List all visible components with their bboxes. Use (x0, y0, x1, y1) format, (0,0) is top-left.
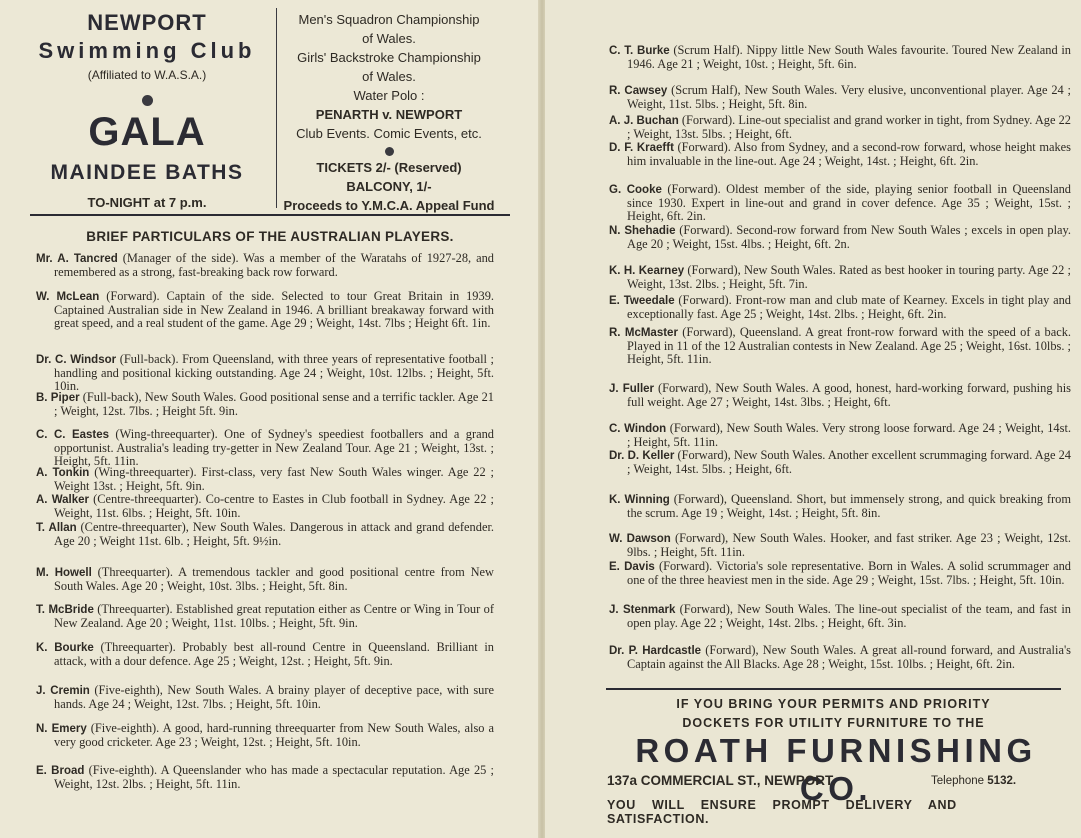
player-description: (Forward), New South Wales. Very strong loose forward. Age 24 ; Weight, 14st. ; Height, 5ft. 11in. (627, 421, 1071, 450)
programme-line7: Club Events. Comic Events, etc. (296, 126, 482, 141)
advert-line2: DOCKETS FOR UTILITY FURNITURE TO THE (682, 716, 985, 730)
programme (282, 10, 496, 215)
section-title: BRIEF PARTICULARS OF THE AUSTRALIAN PLAYERS. (86, 229, 454, 244)
header-divider (276, 8, 277, 208)
player-name: B. Piper (36, 392, 80, 404)
player-name: T. Allan (36, 522, 77, 534)
programme-line4: of Wales. (362, 69, 416, 84)
programme-line2: of Wales. (362, 31, 416, 46)
player-name: J. Cremin (36, 685, 90, 697)
player-entry (609, 422, 1071, 449)
event-time: TO-NIGHT at 7 p.m. (87, 195, 207, 210)
player-entry (36, 493, 494, 520)
player-description: (Five-eighth). A Queenslander who has made a spectacular reputation. Age 25 ; Weight, 12st. 2lbs. ; Height, 5ft. 11in. (54, 763, 494, 792)
advert-address: 137a COMMERCIAL ST., NEWPORT. (607, 773, 836, 788)
player-name: W. McLean (36, 291, 100, 303)
advert-slogan: YOU WILL ENSURE PROMPT DELIVERY AND SATISFACTION. (607, 798, 957, 826)
player-description: (Scrum Half). Nippy little New South Wales favourite. Toured New Zealand in 1946. Age 21 ; Weight, 10st. ; Height, 5ft. 6in. (627, 43, 1071, 72)
club-name-line1: NEWPORT (87, 10, 207, 35)
club-name-line2: Swimming Club (38, 38, 256, 63)
player-name: A. Walker (36, 494, 89, 506)
proceeds-note: Proceeds to Y.M.C.A. Appeal Fund (283, 198, 495, 213)
player-entry (609, 44, 1071, 71)
player-description: (Forward). Oldest member of the side, playing senior football in Queensland since 1930. Expert in line-out and grand in cover defence. Age 35 ; Weight, 15st. ; Height, 6ft. 2in. (627, 182, 1071, 224)
player-entry (609, 141, 1071, 168)
advert-company: ROATH FURNISHING CO. (635, 732, 1037, 807)
player-name: C. T. Burke (609, 45, 670, 57)
player-name: M. Howell (36, 567, 92, 579)
player-description: (Five-eighth), New South Wales. A brainy player of deceptive pace, with sure hands. Age 24 ; Weight, 12st. 7lbs. ; Height, 5ft. 10in. (54, 683, 494, 712)
player-name: Dr. P. Hardcastle (609, 645, 702, 657)
player-description: (Forward), New South Wales. Hooker, and fast striker. Age 23 ; Weight, 12st. 9lbs. ; Height, 5ft. 11in. (627, 531, 1071, 560)
player-description: (Scrum Half), New South Wales. Very elusive, unconventional player. Age 24 ; Weight, 11st. 5lbs. ; Height, 5ft. 8in. (627, 83, 1071, 112)
player-entry (609, 449, 1071, 476)
player-name: Dr. C. Windsor (36, 354, 117, 366)
advert-phone-label: Telephone (931, 775, 985, 787)
player-name: K. Winning (609, 494, 670, 506)
player-description: (Forward). Line-out specialist and grand worker in tight, from Sydney. Age 22 ; Weight, 13st. 5lbs. ; Height, 6ft. (627, 113, 1071, 142)
player-name: W. Dawson (609, 533, 671, 545)
player-description: (Forward), New South Wales. Another excellent scrummaging forward. Age 24 ; Weight, 14st. 5lbs. ; Height, 6ft. (627, 448, 1071, 477)
player-description: (Forward), New South Wales. Rated as best hooker in touring party. Age 22 ; Weight, 13st. 2lbs. ; Height, 5ft. 7in. (627, 263, 1072, 292)
player-name: K. H. Kearney (609, 265, 685, 277)
player-description: (Forward), New South Wales. A good, honest, hard-working forward, pushing his full weight. Age 27 ; Weight, 14st. 3lbs. ; Height, 6ft. (627, 381, 1071, 410)
player-entry (36, 566, 494, 593)
right-page (545, 0, 1081, 838)
player-entry (36, 428, 494, 469)
player-name: E. Davis (609, 561, 655, 573)
player-description: (Forward), Queensland. Short, but immensely strong, and quick breaking from the scrum. Age 19 ; Weight, 14st. ; Height, 5ft. 8in. (627, 492, 1071, 521)
player-description: (Manager of the side). Was a member of the Waratahs of 1927-28, and remembered as a strong, fast-breaking back row forward. (54, 251, 494, 280)
programme-line1: Men's Squadron Championship (298, 12, 480, 27)
player-entry (36, 391, 494, 418)
player-entry (609, 532, 1071, 559)
player-entry (609, 382, 1071, 409)
player-description: (Wing-threequarter). One of Sydney's speediest footballers and a grand opportunist. Australia's leading try-getter in New Zealand Tour. Age 21 ; Weight, 13st. ; Height, 5ft. 11in. (54, 427, 494, 469)
player-description: (Threequarter). Probably best all-round Centre in Queensland. Brilliant in attack, with a dour defence. Age 25 ; Weight, 12st. ; Height, 5ft. 9in. (54, 640, 494, 669)
player-description: (Full-back). From Queensland, with three years of representative football ; handling and positional kicking outstanding. Age 24 ; Weight, 10st. 12lbs. ; Height, 5ft. 10in. (54, 352, 494, 394)
player-description: (Forward), New South Wales. A great all-round forward, and Australia's Captain against the All Blacks. Age 28 ; Weight, 15st. 10lbs. ; Height, 6ft. 2in. (627, 643, 1071, 672)
player-entry (609, 264, 1071, 291)
player-entry (609, 224, 1071, 251)
club-block (28, 10, 266, 210)
player-description: (Full-back), New South Wales. Good positional sense and a terrific tackler. Age 21 ; Weight, 12st. 7lbs. ; Height 5ft. 9in. (54, 390, 494, 419)
player-name: A. J. Buchan (609, 115, 679, 127)
advert-phone (931, 775, 1016, 787)
player-entry (609, 560, 1071, 587)
player-entry (609, 183, 1071, 224)
player-name: C. C. Eastes (36, 429, 110, 441)
player-description: (Threequarter). A tremendous tackler and good positional centre from New South Wales. Age 20 ; Weight, 10st. 3lbs. ; Height, 5ft. 8in. (54, 565, 495, 594)
player-description: (Forward). Captain of the side. Selected to tour Great Britain in 1939. Captained Australian side in New Zealand in 1946. A brilliant breakaway forward with great speed, and a real student of the game. Age 29 ; Weight, 14st. 7lbs ; Height 6ft. 1in. (54, 289, 494, 331)
player-name: C. Windon (609, 423, 667, 435)
player-name: E. Tweedale (609, 295, 675, 307)
player-entry (36, 684, 494, 711)
player-entry (36, 521, 494, 548)
player-description: (Five-eighth). A good, hard-running threequarter from New South Wales, also a very good cricketer. Age 23 ; Weight, 12st. ; Height, 5ft. 10in. (54, 721, 494, 750)
player-name: T. McBride (36, 604, 94, 616)
balcony-price: BALCONY, 1/- (346, 179, 432, 194)
player-entry (609, 114, 1071, 141)
player-description: (Threequarter). Established great reputation either as Centre or Wing in Tour of New Zealand. Age 20 ; Weight, 11st. 10lbs. ; Height, 5ft. 9in. (54, 602, 494, 631)
bullet-dot-icon (142, 95, 153, 106)
player-description: (Centre-threequarter). Co-centre to Eastes in Club football in Sydney. Age 22 ; Weight, 11st. 6lbs. ; Height, 5ft. 10in. (54, 492, 494, 521)
player-entry (36, 466, 494, 493)
player-description: (Forward). Victoria's sole representative. Born in Wales. A solid scrummager and one of the three heaviest men in the side. Age 29 ; Weight, 15st. 7lbs. ; Height, 5ft. 10in. (627, 559, 1071, 588)
programme-line6: PENARTH v. NEWPORT (315, 107, 463, 122)
player-name: N. Emery (36, 723, 87, 735)
bullet-dot-icon (385, 147, 394, 156)
programme-line5: Water Polo : (353, 88, 425, 103)
player-name: Mr. A. Tancred (36, 253, 118, 265)
tickets-price: TICKETS 2/- (Reserved) (316, 160, 462, 175)
player-description: (Forward), New South Wales. The line-out specialist of the team, and fast in open play. Age 22 ; Weight, 14st. 2lbs. ; Height, 6ft. 3in. (627, 602, 1072, 631)
player-name: A. Tonkin (36, 467, 90, 479)
player-description: (Wing-threequarter). First-class, very fast New South Wales winger. Age 22 ; Weight 13st. ; Height, 5ft. 9in. (54, 465, 495, 494)
player-name: D. F. Kraefft (609, 142, 674, 154)
player-entry (609, 493, 1071, 520)
player-name: E. Broad (36, 765, 85, 777)
player-name: K. Bourke (36, 642, 94, 654)
advert-line1: IF YOU BRING YOUR PERMITS AND PRIORITY (676, 697, 991, 711)
player-name: J. Fuller (609, 383, 655, 395)
programme-line3: Girls' Backstroke Championship (297, 50, 481, 65)
player-entry (36, 290, 494, 331)
player-entry (609, 326, 1071, 367)
player-entry (36, 353, 494, 394)
player-entry (36, 603, 494, 630)
player-entry (36, 641, 494, 668)
player-description: (Forward). Second-row forward from New South Wales ; excels in open play. Age 20 ; Weight, 15st. 4lbs. ; Height, 6ft. 2n. (627, 223, 1072, 252)
player-description: (Forward). Front-row man and club mate of Kearney. Excels in tight play and exceptionally fast. Age 25 ; Weight, 14st. 2lbs. ; Height, 6ft. 2in. (627, 293, 1071, 322)
venue: MAINDEE BATHS (50, 161, 244, 184)
player-entry (609, 294, 1071, 321)
advert-phone-number: 5132. (987, 775, 1017, 787)
player-name: Dr. D. Keller (609, 450, 675, 462)
player-description: (Forward), Queensland. A great front-row forward with the speed of a back. Played in 11 of the 12 Australian contests in New Zealand. Age 25 ; Weight, 16st. 10lbs. ; Height, 5ft. 11in. (627, 325, 1071, 367)
player-entry (36, 252, 494, 279)
player-entry (609, 603, 1071, 630)
club-affiliation: (Affiliated to W.A.S.A.) (87, 68, 207, 82)
player-entry (36, 722, 494, 749)
player-name: J. Stenmark (609, 604, 676, 616)
player-name: R. McMaster (609, 327, 678, 339)
player-entry (36, 764, 494, 791)
header-rule (30, 214, 510, 216)
player-description: (Forward). Also from Sydney, and a second-row forward, whose height makes him invaluable in the line-out. Age 24 ; Weight, 14st. ; Height, 6ft. 2in. (627, 140, 1071, 169)
player-entry (609, 84, 1071, 111)
player-name: G. Cooke (609, 184, 662, 196)
event-title: GALA (88, 110, 206, 154)
advert-rule (606, 688, 1061, 690)
left-page (0, 0, 540, 838)
player-entry (609, 644, 1071, 671)
player-name: N. Shehadie (609, 225, 676, 237)
player-name: R. Cawsey (609, 85, 668, 97)
player-description: (Centre-threequarter), New South Wales. Dangerous in attack and grand defender. Age 20 ; Weight 11st. 6lb. ; Height, 5ft. 9½in. (54, 520, 494, 549)
